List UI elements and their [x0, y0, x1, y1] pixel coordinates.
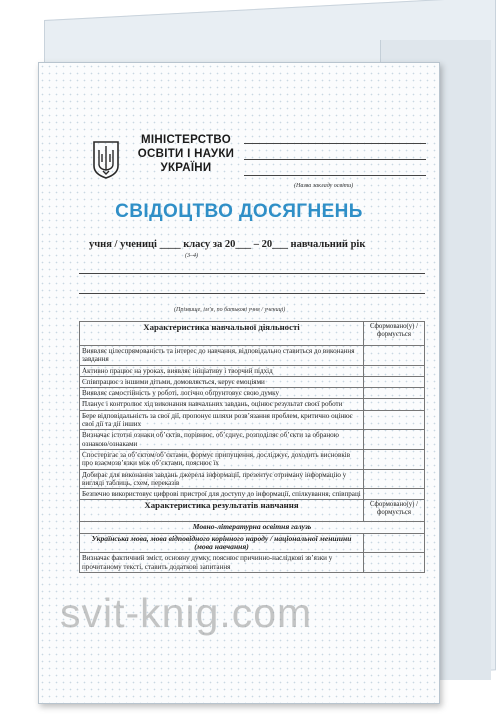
ministry-line-3: УКРАЇНИ — [160, 162, 212, 174]
table-row — [80, 346, 425, 366]
ministry-line-1: МІНІСТЕРСТВО — [141, 134, 231, 146]
status-cell[interactable] — [364, 430, 425, 450]
school-name-line-1 — [244, 143, 426, 144]
status-cell[interactable] — [364, 365, 425, 376]
table-row — [80, 399, 425, 410]
status-cell[interactable] — [364, 410, 425, 430]
table-row — [80, 388, 425, 399]
subject-area-label: Мовно-літературна освітня галузь — [80, 522, 425, 533]
table-row — [80, 410, 425, 430]
class-hint: (3–4) — [185, 253, 198, 259]
row-text: Спостерігає за об’єктом/об’єктами, формує припущення, досліджує, доходить висновків про взаємозв’язки між об’єктами, пояснює їх — [80, 449, 364, 469]
row-text: Планує і контролює хід виконання навчальних завдань, оцінює результат своєї роботи — [80, 399, 364, 410]
school-name-caption: (Назва закладу освіти) — [294, 183, 354, 189]
table-row — [80, 365, 425, 376]
status-cell[interactable] — [364, 388, 425, 399]
section1-header-row — [80, 322, 425, 346]
status-cell[interactable] — [364, 376, 425, 387]
ministry-line-2: ОСВІТИ І НАУКИ — [137, 148, 235, 160]
section2-header-row — [80, 500, 425, 522]
student-name-line-2 — [79, 293, 425, 294]
subject-status-cell — [364, 533, 425, 553]
achievements-table — [79, 321, 425, 573]
status-cell[interactable] — [364, 469, 425, 489]
coat-of-arms-icon — [91, 140, 121, 180]
row-text: Безпечно використовує цифрові пристрої для доступу до інформації, спілкування, співпраці — [80, 489, 364, 500]
status-cell[interactable] — [364, 489, 425, 500]
subject-row — [80, 533, 425, 553]
student-name-line-1 — [79, 273, 425, 274]
row-text: Активно працює на уроках, виявляє ініціативу і творчий підхід — [80, 365, 364, 376]
certificate-title: СВІДОЦТВО ДОСЯГНЕНЬ — [115, 201, 363, 222]
row-text: Співпрацює з іншими дітьми, домовляється, керує емоціями — [80, 376, 364, 387]
student-name-caption: (Прізвище, ім’я, по батькові учня / учениці) — [174, 307, 286, 313]
table-row — [80, 449, 425, 469]
section1-status-header: Сформовано(у) / формується — [364, 322, 425, 346]
subject-label: Українська мова, мова відповідного корінного народу / національної меншини (мова навчання) — [80, 533, 364, 553]
row-text: Добирає для виконання завдань джерела інформації, презентує отриману інформацію у вигляді таблиць, схем, переказів — [80, 469, 364, 489]
status-cell[interactable] — [364, 399, 425, 410]
status-cell[interactable] — [364, 346, 425, 366]
ministry-name — [131, 133, 241, 175]
row-text: Виявляє цілеспрямованість та інтерес до навчання, відповідально ставиться до виконання завдання — [80, 346, 364, 366]
student-class-year-line: учня / учениці ____ класу за 20___ – 20___ навчальний рік — [89, 239, 366, 250]
row-text: Виявляє самостійність у роботі, логічно обґрунтовує свою думку — [80, 388, 364, 399]
watermark-text: svit-knig.com — [60, 590, 313, 636]
section1-title: Характеристика навчальної діяльності — [80, 322, 364, 346]
row-text: Визначає істотні ознаки об’єктів, порівнює, об’єднує, розподіляє об’єкти за обраною ознакою/ознаками — [80, 430, 364, 450]
table-row — [80, 376, 425, 387]
status-cell[interactable] — [364, 449, 425, 469]
status-cell[interactable] — [364, 553, 425, 573]
school-name-line-2 — [244, 159, 426, 160]
row-text: Визначає фактичний зміст, основну думку, пояснює причинно-наслідкові зв’язки у прочитаному тексті, ставить додаткові запитання — [80, 553, 364, 573]
table-row — [80, 430, 425, 450]
subject-area-row — [80, 522, 425, 533]
school-name-line-3 — [244, 175, 426, 176]
table-row — [80, 553, 425, 573]
table-row — [80, 489, 425, 500]
table-row — [80, 469, 425, 489]
section2-title: Характеристика результатів навчання — [80, 500, 364, 522]
row-text: Бере відповідальність за свої дії, пропонує шляхи розв’язання проблем, критично оцінює свої дії та дії інших — [80, 410, 364, 430]
section2-status-header: Сформовано(у) / формується — [364, 500, 425, 522]
